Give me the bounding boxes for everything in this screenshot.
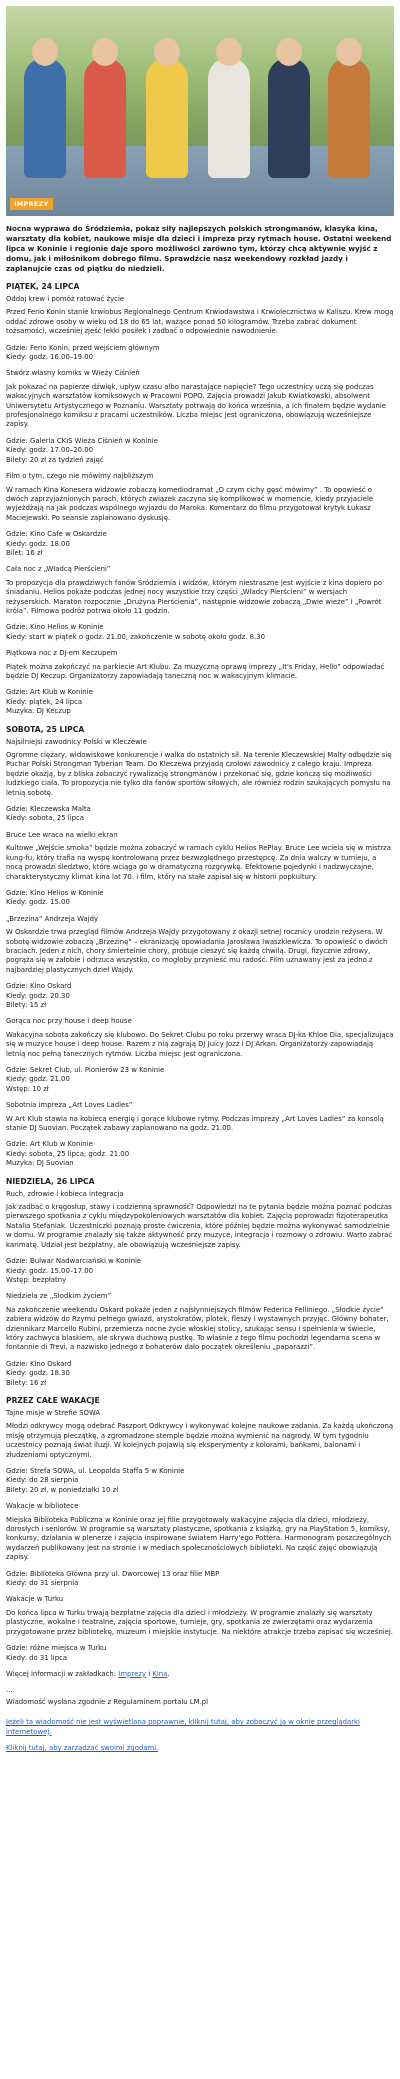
event-description: Piątek można zakończyć na parkiecie Art Klubu. Za muzyczną oprawę imprezy „It's Friday, Hello” odpowiadać będzie DJ Keczup. Organizatorzy zapowiadają taneczną noc w wakacyjnym klimacie.: [6, 662, 385, 680]
event-description: Kultowe „Wejście smoka” będzie można zobaczyć w ramach cyklu Helios RePlay. Bruce Lee wciela się w mistrza kung-fu, który trafia na wyspę kontrolowaną przez bezwzględnego przestępcę. Za dnia walczy w turnieju, a nocą prowadzi śledztwo, które wciąga go w dramatyczną rozgrywkę. Efektowne pojedynki i nadzwyczajne, charakterystyczny klimat kina lat 70. i film, który na stałe zapisał się w historii popkultury.: [6, 844, 391, 881]
event-description: Młodzi odkrywcy mogą odebrać Paszport Odkrywcy i wykonywać kolejne naukowe zadania. Za każdą ukończoną misję otrzymują pieczątkę, a zgromadzone stemple będzie można wymienić na nagrody. W tym tygodniu uczestnicy poznają świat iluzji. W kolejnych pojawią się eksperymenty z kolorami, bańkami, balonami i złudzeniami optycznymi.: [6, 1422, 394, 1459]
event-details: Gdzie: Kino Helios w Koninie Kiedy: godz. 15.00: [6, 888, 104, 907]
hero-head: [336, 38, 362, 66]
event-description: Jak zadbać o kręgosłup, stawy i codzienną sprawność? Odpowiedzi na te pytania będzie można poznać podczas pierwszego spotkania z cyklu międzypokoleniowych warsztatów dla kobiet. Zajęcia poprowadzi fizjoterapeutka Natalia Stefaniak. Uczestniczki poznają proste ćwiczenia, które później będzie można wykonywać samodzielnie w domu. W programie znalazły się także aktywność przy muzyce, integracja i rozmowy o zdrowiu. Warto zabrać karimatę. Udział jest bezpłatny, ale obowiązują wcześniejsze zapisy.: [6, 1203, 393, 1249]
event-description: Wakacyjna sobota zakończy się klubowo. Do Sekret Clubu po roku przerwy wraca DJ-ka Khloe Dia, specjalizująca się w muzyce house i deep house. Razem z nią zagrają DJ Juicy Jozz i DJ Arkan. Organizatorzy zapowiadają letnią noc pełną tanecznych rytmów. Liczba miejsc jest ograniczona.: [6, 1030, 394, 1058]
event-description: Jak pokazać na papierze dźwięk, upływ czasu albo narastające napięcie? Tego uczestnicy uczą się podczas wakacyjnych warsztatów komiksowych w Pracowni POPO. Zajęcia prowadzi Jakub Kwiatkowski, absolwent Uniwersytetu Artystycznego w Poznaniu. Warsztaty potrwają do końca września, a ich finałem będzie wydanie profesjonalnego komiksu z pracami uczestników. Liczba miejsc jest ograniczona, obowiązują wcześniejsze zapisy.: [6, 382, 387, 429]
event-details: Gdzie: różne miejsca w Turku Kiedy: do 31 lipca: [6, 1644, 107, 1662]
category-badge[interactable]: IMPREZY: [10, 198, 53, 210]
event-description: W Art Klub stawia na kobiecą energię i gorące klubowe rytmy. Podczas imprezy „Art Loves Ladies” za konsolą stanie DJ Suovian. Początek zabawy zaplanowano na godz. 21.00.: [6, 1114, 384, 1133]
section-heading: PIĄTEK, 24 LIPCA: [6, 282, 80, 291]
ellipsis: ...: [6, 1686, 13, 1695]
event-title: Wakacje w bibliotece: [6, 1502, 79, 1511]
section-heading: PRZEZ CAŁE WAKACJE: [6, 1395, 100, 1405]
event-title: Oddaj krew i pomóż ratować życie: [6, 295, 125, 303]
event-description: Przed Ferio Konin stanie krwiobus Regionalnego Centrum Krwiodawstwa i Krwiolecznictwa w Kaliszu. Krew mogą oddać zdrowe osoby w wieku od 18 do 65 lat, ważące ponad 50 kilogramów. Trzeba zabrać dokument tożsamości, wcześniej zjeść lekki posiłek i zadbać o odpowiednie nawodnienie.: [6, 308, 394, 336]
event-title: „Brzezina” Andrzeja Wajdy: [6, 914, 99, 923]
event-title: Bruce Lee wraca na wielki ekran: [6, 830, 118, 839]
event-title: Cała noc z „Władcą Pierścieni”: [6, 565, 111, 574]
hero-person: [328, 58, 370, 178]
event-title: Film o tym, czego nie mówimy najbliższym: [6, 472, 154, 481]
hero-person: [268, 58, 310, 178]
section-heading: SOBOTA, 25 LIPCA: [6, 724, 85, 734]
event-title: Najsilniejsi zawodnicy Polski w Kleczewie: [6, 737, 147, 746]
link-imprezy[interactable]: Imprezy: [118, 1669, 147, 1678]
event-title: Gorąca noc przy house i deep house: [6, 1017, 132, 1026]
event-details: Gdzie: Art Klub w Koninie Kiedy: sobota, 25 lipca, godz. 21.00 Muzyka: DJ Suovian: [6, 1140, 130, 1168]
hero-person: [84, 58, 126, 178]
section-heading: NIEDZIELA, 26 LIPCA: [6, 1176, 95, 1186]
event-details: Gdzie: Galeria CKiS Wieża Ciśnień w Koninie Kiedy: godz. 17.00–20.00 Bilety: 20 zł za tydzień zajęć: [6, 436, 158, 464]
event-description: W ramach Kina Konesera widzowie zobaczą komediodramat „O czym cichy gęsć mówimy” . To opowieść o dwóch zaprzyjaźnionych parach, których związek zaczyna się komplikować w momencie, kiedy przyjaciele wyjeżdżają na jak podczas wspólnego wyjazdu do Maroka. Komentarz do filmu przygotował krytyk Łukasz Maciejewski. Po seansie zaplanowano dyskusję.: [6, 485, 374, 522]
article-body: [6, 282, 394, 1663]
link-kina[interactable]: Kina: [152, 1669, 168, 1678]
event-details: Gdzie: Kino Cafe w Oskardzie Kiedy: godz. 18.00 Bilet: 16 zł: [6, 530, 107, 557]
event-details: Gdzie: Kino Oskard Kiedy: godz. 20.30 Bilety: 15 zł: [6, 982, 72, 1009]
event-description: W Oskardzie trwa przegląd filmów Andrzeja Wajdy przygotowany z okazji setnej rocznicy urodzin reżysera. W sobotę widzowie zobaczą „Brzezinę” – ekranizację opowiadania Jarosława Iwaszkiewicza. To opowieść o dwóch braciach. Jeden z nich, chory śmiertelnie chory, próbuje cieszyć się każdą chwilą. Drugi, fizycznie zdrowy, pogrąża się w żałobie i odrzuca wszystko, co mogłoby przynieść mu radość. Film uznawany jest za jedno z najbardziej plastycznych dzieł Wajdy.: [6, 928, 388, 974]
event-description: To propozycja dla prawdziwych fanów Śródziemia i widzów, którym niestraszne jest wyjście z kina dopiero po śniadaniu. Helios pokaże podczas jednej nocy wszystkie trzy części „Władcy Pierścieni” w wersjach reżyserskich. Maraton rozpocznie „Drużyna Pierścienia”, następnie widzowie zobaczą „Dwie wieże” i „Powrót króla”. Filmowa podróż potrwa około 11 godzin.: [6, 578, 383, 615]
hero-head: [276, 38, 302, 66]
event-title: Ruch, zdrowie i kobieca integracja: [6, 1189, 124, 1198]
event-details: Gdzie: Kleczewska Malta Kiedy: sobota, 25 lipca: [6, 805, 91, 823]
event-title: Niedziela ze „Słodkim życiem”: [6, 1292, 112, 1301]
hero-head: [216, 38, 242, 66]
event-details: Gdzie: Bulwar Nadwarciański w Koninie Kiedy: godz. 15.00–17.00 Wstęp: bezpłatny: [6, 1257, 142, 1284]
more-info: Więcej informacji w zakładkach: Imprezy i Kina.: [6, 1669, 170, 1678]
hero-person: [24, 58, 66, 178]
hero-head: [92, 38, 118, 66]
event-details: Gdzie: Strefa SOWA, ul. Leopolda Staffa 5 w Koninie Kiedy: do 28 sierpnia Bilety: 20 zł, w poniedziałki 10 zł: [6, 1467, 185, 1494]
hero-head: [154, 38, 180, 66]
article-lead: Nocna wyprawa do Śródziemia, pokaz siły najlepszych polskich strongmanów, klasyka kina, warsztaty dla kobiet, naukowe misje dla dzieci i impreza przy rytmach house. Ostatni weekend lipca w Koninie i regionie daje sporo możliwości zarówno tym, którzy chcą aktywnie wyjść z domu, jak i miłośnikom dobrego filmu. Sprawdźcie nasz weekendowy rozkład jazdy i zaplanujcie czas od piątku do niedzieli.: [6, 224, 392, 273]
event-description: Do końca lipca w Turku trwają bezpłatne zajęcia dla dzieci i młodzieży. W programie znalazły się warsztaty plastyczne, wokalne i teatralne, zajęcia sportowe, turnieje, gry, spotkania ze zwierzętami oraz wydarzenia przygotowane przez bibliotekę, muzeum i miejskie instytucje. Na niektóre atrakcje trzeba zapisać się wcześniej.: [6, 1608, 393, 1636]
event-title: Tajne misje w Strefie SOWA: [6, 1408, 101, 1417]
hero-head: [32, 38, 58, 66]
view-in-browser-link[interactable]: Jeżeli ta wiadomość nie jest wyświetlana poprawnie, kliknij tutaj, aby zobaczyć ją w oknie przeglądarki internetowej.: [6, 1718, 360, 1736]
event-details: Gdzie: Kino Helios w Koninie Kiedy: start w piątek o godz. 21.00, zakończenie w sobotę około godz. 8.30: [6, 623, 266, 641]
event-description: Ogromne ciężary, widowiskowe konkurencje i walka do ostatnich sił. Na terenie Kleczewskiej Malty odbędzie się Puchar Polski Strongman Tyberian Team. Do Kleczewa przyjadą czołowi zawodnicy z całego kraju. Impreza będzie okazją, by z bliska zobaczyć rywalizację strongmanów i przekonać się, gdzie kończą się możliwości ludzkiego ciała. To propozycja nie tylko dla fanów sportów siłowych, ale również rodzin szukających pomysłu na letnią sobotę.: [6, 751, 392, 797]
event-title: Piątkowa noc z DJ-em Keczupem: [6, 649, 118, 658]
event-details: Gdzie: Sekret Club, ul. Pionierów 23 w Koninie Kiedy: godz. 21.00 Wstęp: 10 zł: [6, 1066, 165, 1093]
hero-person: [208, 58, 250, 178]
event-details: Gdzie: Kino Oskard Kiedy: godz. 18.30 Bilety: 16 zł: [6, 1359, 72, 1387]
footer-sent-note: Wiadomość wysłana zgodnie z Regulaminem portalu LM.pl: [6, 1697, 209, 1706]
event-details: Gdzie: Biblioteka Główna przy ul. Dworcowej 13 oraz filie MBP Kiedy: do 31 sierpnia: [6, 1569, 220, 1588]
hero-image: [6, 6, 394, 216]
hero-person: [146, 58, 188, 178]
event-title: Stwórz własny komiks w Wieży Ciśnień: [6, 369, 140, 378]
event-details: Gdzie: Art Klub w Koninie Kiedy: piątek, 24 lipca Muzyka: DJ Keczup: [6, 688, 93, 716]
event-description: Miejska Biblioteka Publiczna w Koninie oraz jej filie przygotowały wakacyjne zajęcia dla dzieci, młodzieży, dorosłych i seniorów. W programie są warsztaty plastyczne, spotkania z książką, gry na PlayStation 5, komiksy, konkursy, działania w plenerze i zajęcia inspirowane światem Harry'ego Pottera. Harmonogram poszczególnych wydarzeń publikowany jest na stronie i w mediach społecznościowych biblioteki. Na część zajęć obowiązują zapisy.: [6, 1515, 391, 1562]
event-description: Na zakończenie weekendu Oskard pokaże jeden z najsłynniejszych filmów Federica Felliniego. „Słodkie życie” zabiera widzów do Rzymu pełnego gwiazd, arystokratów, plotek, fleszy i wystawnych przyjęć. Główny bohater, dziennikarz Marcello Rubini, przemierza nocne życie włoskiej stolicy, szukając sensu i spełnienia w świecie, który zachwyca blaskiem, ale skrywa duchową pustkę. To właśnie z tego filmu pochodzi legendarna scena w fontannie di Trevi, a nazwisko jednego z bohaterów dało początek określeniu „paparazzi”.: [6, 1305, 389, 1352]
event-title: Sobotnia impreza „Art Loves Ladies”: [6, 1101, 133, 1110]
manage-consents-link[interactable]: Kliknij tutaj, aby zarządzać swoimi zgodami.: [6, 1743, 159, 1752]
event-title: Wakacje w Turku: [6, 1595, 64, 1604]
event-details: Gdzie: Ferio Konin, przed wejściem głównym Kiedy: godz. 16.00–19.00: [6, 343, 160, 362]
